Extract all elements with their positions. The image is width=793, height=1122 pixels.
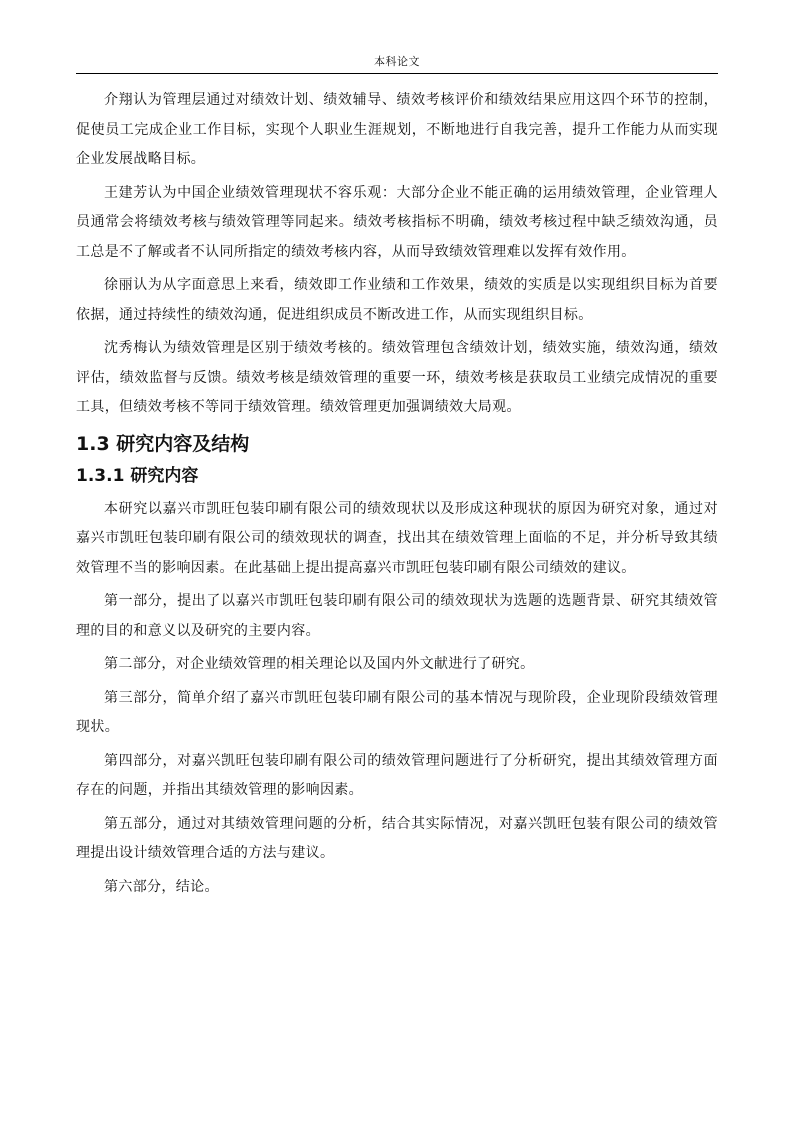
paragraph-research-object: 本研究以嘉兴市凯旺包装印刷有限公司的绩效现状以及形成这种现状的原因为研究对象，通过对嘉兴市凯旺包装印刷有限公司的绩效现状的调查，找出其在绩效管理上面临的不足，并分析导致其绩效管理不当的影响因素。在此基础上提出提高嘉兴市凯旺包装印刷有限公司绩效的建议。 <box>76 500 718 576</box>
header-divider <box>76 73 718 74</box>
paragraph-part-three: 第三部分，简单介绍了嘉兴市凯旺包装印刷有限公司的基本情况与现阶段，企业现阶段绩效管理现状。 <box>76 689 718 735</box>
paragraph-part-four: 第四部分，对嘉兴凯旺包装印刷有限公司的绩效管理问题进行了分析研究，提出其绩效管理方面存在的问题，并指出其绩效管理的影响因素。 <box>76 752 718 798</box>
document-page <box>76 0 718 906</box>
paragraph-part-six: 第六部分，结论。 <box>104 878 219 895</box>
paragraph-part-five: 第五部分，通过对其绩效管理问题的分析，结合其实际情况，对嘉兴凯旺包装有限公司的绩效管理提出设计绩效管理合适的方法与建议。 <box>76 815 718 861</box>
paragraph-part-two: 第二部分，对企业绩效管理的相关理论以及国内外文献进行了研究。 <box>104 656 535 672</box>
paragraph-jie-xiang: 介翔认为管理层通过对绩效计划、绩效辅导、绩效考核评价和绩效结果应用这四个环节的控制，促使员工完成企业工作目标，实现个人职业生涯规划，不断地进行自我完善，提升工作能力从而实现企业发展战略目标。 <box>76 92 718 167</box>
running-header: 本科论文 <box>374 55 420 68</box>
paragraph-shen-xiumei: 沈秀梅认为绩效管理是区别于绩效考核的。绩效管理包含绩效计划，绩效实施，绩效沟通，绩效评估，绩效监督与反馈。绩效考核是绩效管理的重要一环，绩效考核是获取员工业绩完成情况的重要工具，但绩效考核不等同于绩效管理。绩效管理更加强调绩效大局观。 <box>76 340 718 415</box>
section-heading: 1.3 研究内容及结构 <box>76 432 250 455</box>
paragraph-part-one: 第一部分，提出了以嘉兴市凯旺包装印刷有限公司的绩效现状为选题的选题背景、研究其绩效管理的目的和意义以及研究的主要内容。 <box>76 593 718 639</box>
paragraph-xu-li: 徐丽认为从字面意思上来看，绩效即工作业绩和工作效果，绩效的实质是以实现组织目标为首要依据，通过持续性的绩效沟通，促进组织成员不断改进工作，从而实现组织目标。 <box>76 277 718 323</box>
subsection-heading: 1.3.1 研究内容 <box>76 465 199 486</box>
paragraph-wang-jianfang: 王建芳认为中国企业绩效管理现状不容乐观：大部分企业不能正确的运用绩效管理，企业管理人员通常会将绩效考核与绩效管理等同起来。绩效考核指标不明确，绩效考核过程中缺乏绩效沟通，员工总是不了解或者不认同所指定的绩效考核内容，从而导致绩效管理难以发挥有效作用。 <box>76 184 718 260</box>
